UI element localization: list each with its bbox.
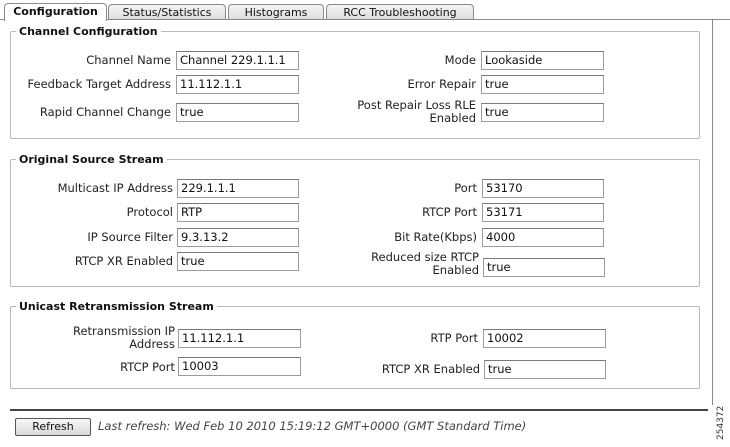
retransmission-ip-label-line2: Address	[129, 337, 175, 351]
tab-status-statistics[interactable]: Status/Statistics	[108, 4, 226, 20]
last-refresh-status: Last refresh: Wed Feb 10 2010 15:19:12 GMT+0000 (GMT Standard Time)	[98, 419, 527, 433]
rtp-port-field[interactable]: 10002	[483, 329, 606, 348]
unicast-rtcp-port-label: RTCP Port	[120, 360, 175, 374]
reduced-size-rtcp-label-line2: Enabled	[432, 263, 479, 277]
ip-source-filter-field[interactable]: 9.3.13.2	[177, 228, 299, 247]
mode-label: Mode	[444, 53, 476, 67]
port-label: Port	[454, 181, 477, 195]
post-repair-loss-rle-label-line2: Enabled	[429, 111, 476, 125]
retransmission-ip-field[interactable]: 11.112.1.1	[178, 329, 301, 348]
multicast-ip-label: Multicast IP Address	[57, 181, 173, 195]
figure-id: 254372	[716, 405, 726, 440]
post-repair-loss-rle-label-line1: Post Repair Loss RLE	[357, 98, 476, 112]
multicast-ip-field[interactable]: 229.1.1.1	[177, 179, 299, 198]
feedback-target-label: Feedback Target Address	[27, 77, 171, 91]
tab-rcc-troubleshooting[interactable]: RCC Troubleshooting	[326, 4, 474, 20]
port-field[interactable]: 53170	[482, 179, 604, 198]
rapid-channel-change-label: Rapid Channel Change	[39, 105, 171, 119]
reduced-size-rtcp-label	[340, 251, 479, 277]
mode-field[interactable]: Lookaside	[481, 51, 604, 70]
rtcp-xr-enabled-label: RTCP XR Enabled	[74, 254, 173, 268]
rtp-port-label: RTP Port	[430, 331, 478, 345]
retransmission-ip-label	[30, 325, 175, 351]
unicast-rtcp-xr-enabled-label: RTCP XR Enabled	[381, 362, 480, 376]
protocol-label: Protocol	[126, 205, 173, 219]
channel-name-field[interactable]: Channel 229.1.1.1	[176, 51, 299, 70]
error-repair-field[interactable]: true	[481, 75, 604, 94]
reduced-size-rtcp-label-line1: Reduced size RTCP	[371, 250, 479, 264]
unicast-retransmission-legend: Unicast Retransmission Stream	[19, 300, 214, 313]
original-source-stream-legend: Original Source Stream	[19, 153, 164, 166]
footer-divider	[10, 409, 708, 411]
bit-rate-field[interactable]: 4000	[482, 228, 604, 247]
rtcp-port-field[interactable]: 53171	[482, 203, 604, 222]
unicast-rtcp-xr-enabled-field[interactable]: true	[484, 360, 606, 379]
feedback-target-field[interactable]: 11.112.1.1	[176, 75, 299, 94]
channel-configuration-legend: Channel Configuration	[19, 25, 158, 38]
post-repair-loss-rle-field[interactable]: true	[481, 103, 604, 122]
rtcp-port-label: RTCP Port	[422, 205, 477, 219]
reduced-size-rtcp-field[interactable]: true	[483, 258, 605, 277]
rapid-channel-change-field[interactable]: true	[176, 103, 299, 122]
bit-rate-label: Bit Rate(Kbps)	[394, 230, 477, 244]
channel-name-label: Channel Name	[86, 53, 171, 67]
post-repair-loss-rle-label	[330, 99, 476, 125]
error-repair-label: Error Repair	[407, 77, 476, 91]
refresh-button[interactable]: Refresh	[15, 418, 91, 436]
protocol-field[interactable]: RTP	[177, 203, 299, 222]
rtcp-xr-enabled-field[interactable]: true	[177, 252, 299, 271]
tab-configuration[interactable]: Configuration	[4, 3, 107, 21]
unicast-rtcp-port-field[interactable]: 10003	[178, 357, 301, 376]
ip-source-filter-label: IP Source Filter	[87, 230, 173, 244]
retransmission-ip-label-line1: Retransmission IP	[73, 324, 175, 338]
tab-histograms[interactable]: Histograms	[228, 4, 324, 20]
